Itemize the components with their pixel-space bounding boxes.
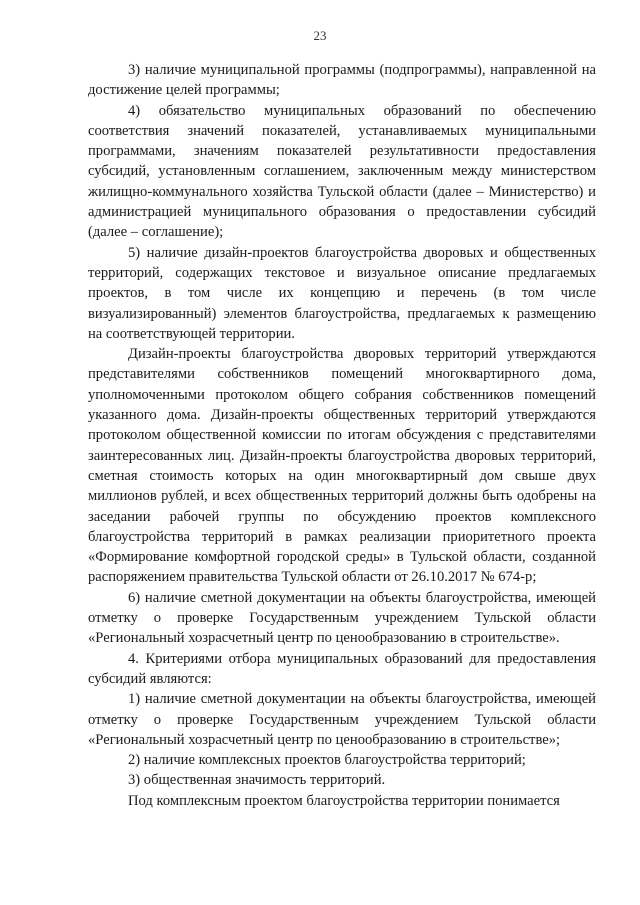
paragraph-municipal-program: 3) наличие муниципальной программы (подпрограммы), направленной на достижение целей программы; (88, 62, 596, 99)
paragraph-criterion-significance: 3) общественная значимость территорий. (128, 772, 386, 789)
paragraph-selection-criteria: 4. Критериями отбора муниципальных образований для предоставления субсидий являются: (88, 650, 596, 687)
paragraph-estimate-documentation: 6) наличие сметной документации на объекты благоустройства, имеющей отметку о проверке Государственным учреждением Тульской области «Региональный хозрасчетный центр по ценообразованию в строительстве». (88, 589, 596, 647)
paragraph-design-approval: Дизайн-проекты благоустройства дворовых территорий утверждаются представителями собственников помещений многоквартирного дома, уполномоченными протоколом общего собрания собственников помещений указанного дома. Дизайн-проекты общественных территорий утверждаются протоколом общественной комиссии по итогам обсуждения с представителями заинтересованных лиц. Дизайн-проекты благоустройства дворовых территорий, сметная стоимость которых на один многоквартирный дом свыше двух миллионов рублей, и всех общественных территорий должны быть одобрены на заседании рабочей группы по обсуждению проектов комплексного благоустройства территорий в рамках реализации приоритетного проекта «Формирование комфортной городской среды» в Тульской области, созданной распоряжением правительства Тульской области от 26.10.2017 № 674-р; (88, 346, 596, 586)
document-body (88, 60, 596, 811)
paragraph-criterion-complex-projects: 2) наличие комплексных проектов благоустройства территорий; (128, 752, 526, 769)
paragraph-obligation-indicators: 4) обязательство муниципальных образований по обеспечению соответствия значений показателей, устанавливаемых муниципальными программами, значениям показателей результативности предоставления субсидий, установленным соглашением, заключенным между министерством жилищно-коммунального хозяйства Тульской области (далее – Министерство) и администрацией муниципального образования о предоставлении субсидий (далее – соглашение); (88, 102, 596, 241)
paragraph-complex-project-definition: Под комплексным проектом благоустройства территории понимается (128, 792, 560, 809)
paragraph-criterion-estimate: 1) наличие сметной документации на объекты благоустройства, имеющей отметку о проверке Государственным учреждением Тульской области «Региональный хозрасчетный центр по ценообразованию в строительстве»; (88, 691, 596, 748)
page-number: 23 (313, 28, 327, 43)
paragraph-design-projects: 5) наличие дизайн-проектов благоустройства дворовых и общественных территорий, содержащих текстовое и визуальное описание предлагаемых проектов, в том числе их концепцию и перечень (в том числе визуализированный) элементов благоустройства, предлагаемых к размещению на соответствующей территории. (88, 244, 596, 342)
